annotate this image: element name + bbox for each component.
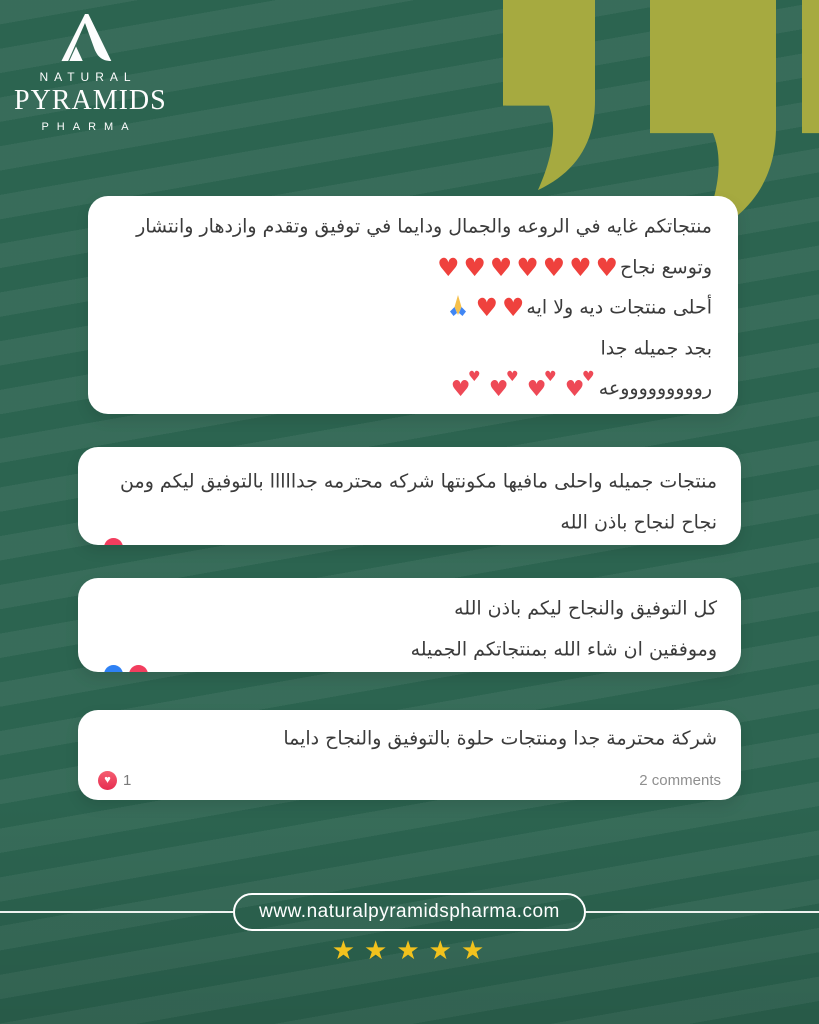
star-icon: ★ [331, 936, 359, 966]
love-reaction-icon[interactable]: ♥ [98, 771, 117, 790]
comment-text: بجد جميله جدا [600, 337, 712, 359]
comment-line [102, 718, 717, 759]
comment-line [114, 287, 712, 328]
reaction-summary[interactable] [98, 771, 131, 790]
two-hearts-emoji: ♥ ♥ [564, 369, 595, 402]
comment-line [102, 461, 717, 502]
divider-line [586, 911, 819, 913]
red-heart-emoji: ♥ [475, 293, 498, 322]
comment-text: نجاح لنجاح باذن الله [560, 511, 717, 533]
red-heart-emoji: ♥ [501, 293, 525, 322]
brand-logo [14, 10, 167, 133]
comment-line [114, 328, 712, 369]
comment-line [102, 502, 717, 543]
comment-text: كل التوفيق والنجاح ليكم باذن الله [454, 597, 717, 620]
two-hearts-emoji: ♥ ♥ [526, 369, 557, 402]
comment-line [114, 206, 712, 247]
two-hearts-emoji: ♥ ♥ [488, 369, 519, 402]
quote-mark-icon [802, 0, 819, 242]
comment-text: منتجات جميله واحلى مافيها مكونتها شركه محترمه جدااااا بالتوفيق ليكم ومن [120, 470, 717, 493]
comment-text: وتوسع نجاح [620, 256, 712, 278]
testimonial-card [78, 447, 741, 545]
comment-text: منتجاتكم غايه في الروعه والجمال ودايما في توفيق وتقدم وازدهار وانتشار [136, 215, 712, 238]
comment-text: روووووووووعه [598, 377, 712, 400]
comment-text: أحلى منتجات ديه ولا ايه [526, 296, 712, 319]
testimonial-card [88, 196, 738, 414]
reaction-count: 1 [123, 772, 132, 789]
star-rating [0, 936, 819, 966]
star-icon: ★ [428, 936, 455, 966]
red-heart-emoji: ♥ [437, 252, 460, 282]
comment-line [102, 629, 717, 670]
red-heart-emoji: ♥ [489, 252, 513, 282]
red-heart-emoji: ♥ [516, 252, 539, 282]
two-hearts-emoji: ♥ ♥ [450, 369, 481, 402]
divider-line [0, 911, 233, 913]
comment-text: شركة محترمة جدا ومنتجات حلوة بالتوفيق والنجاح دايما [283, 727, 717, 750]
pyramid-icon [57, 10, 113, 65]
red-heart-emoji: ♥ [463, 252, 486, 282]
comment-line [114, 368, 712, 409]
testimonial-card [78, 578, 741, 672]
comment-line [114, 247, 712, 288]
brand-pharma: PHARMA [41, 121, 137, 133]
card-footer [98, 771, 721, 790]
red-heart-emoji: ♥ [569, 252, 592, 282]
website-row [0, 893, 819, 931]
folded-hands-emoji [446, 294, 470, 318]
brand-natural: NATURAL [39, 70, 137, 84]
comment-text: وموفقين ان شاء الله بمنتجاتكم الجميله [410, 638, 717, 660]
quote-mark-icon [503, 0, 595, 192]
red-heart-emoji: ♥ [595, 252, 619, 282]
star-icon: ★ [460, 936, 488, 966]
star-icon: ★ [396, 936, 423, 966]
website-pill[interactable]: www.naturalpyramidspharma.com [233, 893, 586, 931]
comment-line [102, 588, 717, 629]
comments-count[interactable]: 2 comments [639, 772, 721, 789]
testimonial-card [78, 710, 741, 800]
star-icon: ★ [364, 936, 391, 966]
red-heart-emoji: ♥ [542, 252, 566, 282]
brand-pyramids: PYRAMIDS [14, 85, 167, 116]
